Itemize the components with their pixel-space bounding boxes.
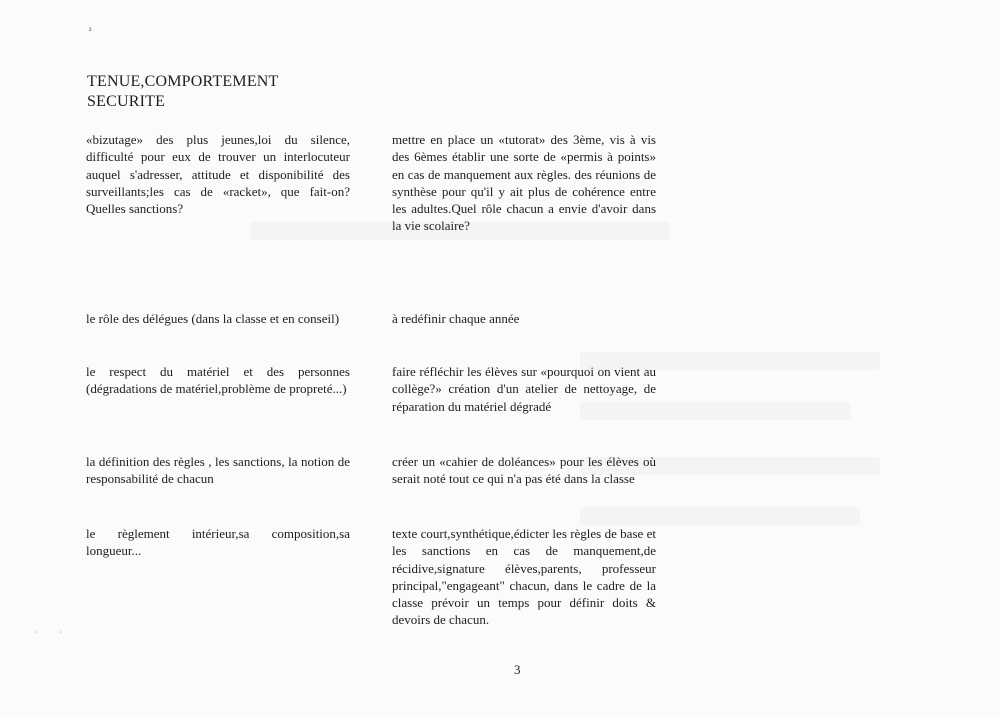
heading-line-1: TENUE,COMPORTEMENT — [87, 73, 279, 90]
proposal-text: à redéfinir chaque année — [392, 311, 520, 326]
proposal-text: créer un «cahier de doléances» pour les élèves où serait noté tout ce qui n'a pas été dans la classe — [392, 454, 656, 487]
issue-text: le respect du matériel et des personnes (dégradations de matériel,problème de propreté...) — [86, 364, 350, 397]
proposal-text: faire réfléchir les élèves sur «pourquoi on vient au collège?» création d'un atelier de nettoyage, de réparation du matériel dégradé — [392, 364, 656, 414]
proposal-text: texte court,synthétique,édicter les règles de base et les sanctions en cas de manquement,de récidive,signature élèves,parents, professeur principal,"engageant" chacun, dans le cadre de la classe prévoir un temps pour définir doits & devoirs de chacun. — [392, 526, 656, 628]
section-heading — [87, 72, 279, 112]
issue-text: «bizutage» des plus jeunes,loi du silence, difficulté pour eux de trouver un interlocuteur auquel s'adresser, attitude et disponibilité des surveillants;les cas de «racket», que fait-on?Quelles sanctions? — [86, 132, 350, 217]
issue-text: le règlement intérieur,sa composition,sa longueur... — [86, 526, 350, 559]
scan-specks: · · — [35, 628, 73, 637]
issue-text: le rôle des délégues (dans la classe et en conseil) — [86, 311, 340, 326]
issue-text: la définition des règles , les sanctions, la notion de responsabilité de chacun — [86, 454, 350, 487]
corner-mark: ² — [89, 26, 92, 35]
proposal-text: mettre en place un «tutorat» des 3ème, vis à vis des 6èmes établir une sorte de «permis à points» en cas de manquement aux règles. des réunions de synthèse pour qu'il y ait plus de cohérence entre les adultes.Quel rôle chacun a envie d'avoir dans la vie scolaire? — [392, 132, 656, 234]
heading-line-2: SECURITE — [87, 93, 166, 110]
page-number: 3 — [514, 662, 521, 677]
